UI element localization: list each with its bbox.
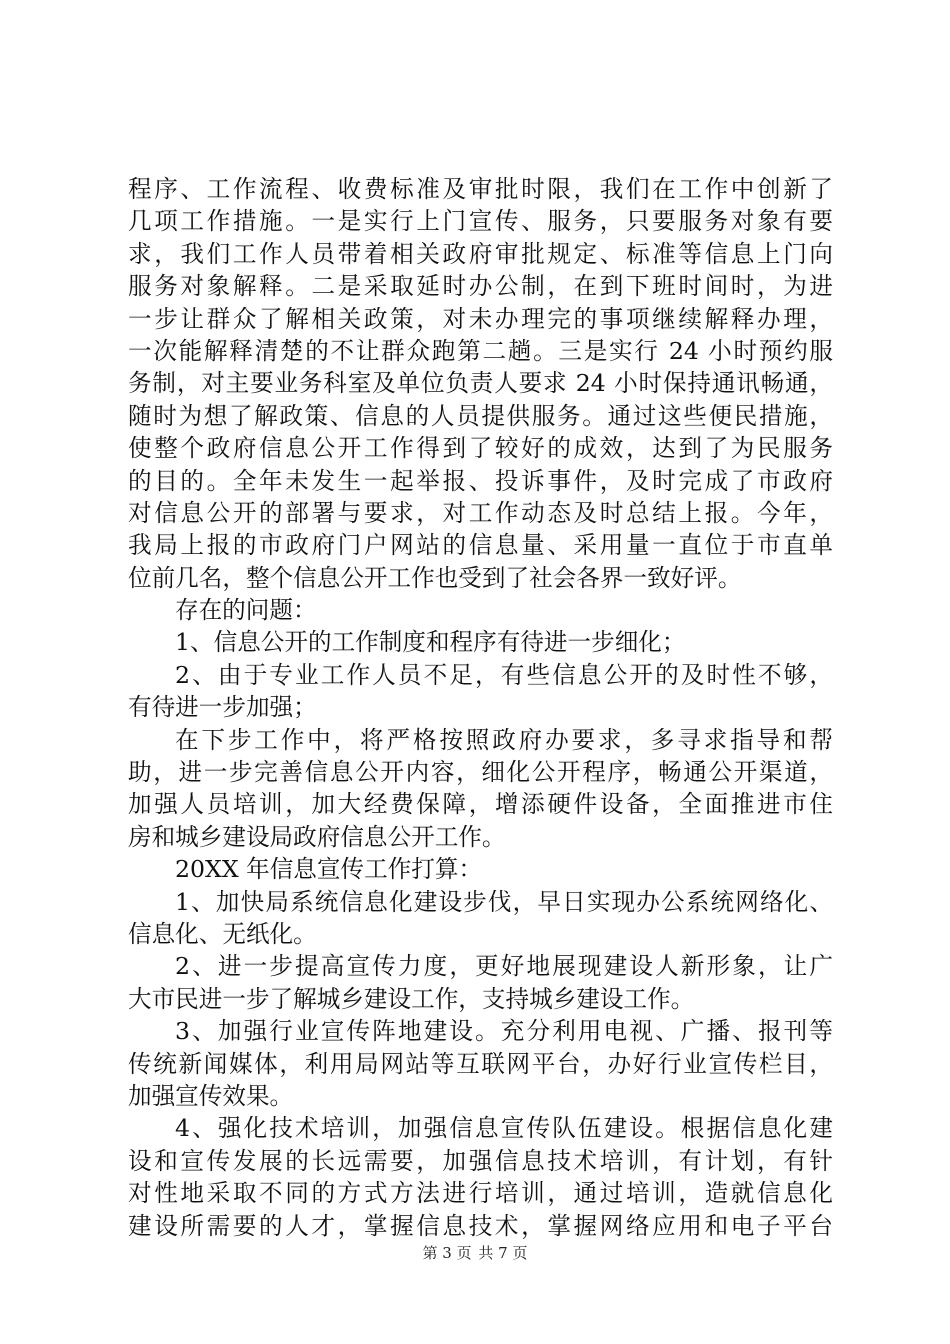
page-footer [0, 1243, 950, 1263]
body-line: 在下步工作中，将严格按照政府办要求，多寻求指导和帮 [175, 725, 833, 754]
body-line: 几项工作措施。一是实行上门宣传、服务，只要服务对象有要 [128, 207, 833, 236]
page-number-total: 共 7 页 [478, 1244, 528, 1262]
body-line: 有待进一步加强； [128, 693, 317, 722]
body-line: 对性地采取不同的方式方法进行培训，通过培训，造就信息化 [128, 1179, 833, 1208]
body-line: 2、进一步提高宣传力度，更好地展现建设人新形象，让广 [175, 952, 833, 981]
body-line: 信息化、无纸化。 [128, 919, 317, 948]
body-line: 求，我们工作人员带着相关政府审批规定、标准等信息上门向 [128, 239, 833, 268]
body-line: 使整个政府信息公开工作得到了较好的成效，达到了为民服务 [128, 434, 833, 463]
body-line: 传统新闻媒体，利用局网站等互联网平台，办好行业宣传栏目， [128, 1049, 833, 1078]
body-line: 1、信息公开的工作制度和程序有待进一步细化； [175, 628, 686, 657]
body-line: 2、由于专业工作人员不足，有些信息公开的及时性不够， [175, 660, 833, 689]
body-line: 位前几名，整个信息公开工作也受到了社会各界一致好评。 [128, 563, 742, 592]
body-line: 一步让群众了解相关政策，对未办理完的事项继续解释办理， [128, 304, 833, 333]
body-line: 服务对象解释。二是采取延时办公制，在到下班时间时，为进 [128, 272, 833, 301]
body-line: 3、加强行业宣传阵地建设。充分利用电视、广播、报刊等 [175, 1017, 833, 1046]
body-line: 设和宣传发展的长远需要，加强信息技术培训，有计划，有针 [128, 1146, 833, 1175]
body-line: 加强宣传效果。 [128, 1081, 294, 1110]
document-body [128, 173, 833, 1242]
body-line: 对信息公开的部署与要求，对工作动态及时总结上报。今年， [128, 498, 833, 527]
body-line: 大市民进一步了解城乡建设工作，支持城乡建设工作。 [128, 984, 695, 1013]
body-line: 随时为想了解政策、信息的人员提供服务。通过这些便民措施， [128, 401, 833, 430]
body-line: 务制，对主要业务科室及单位负责人要求 24 小时保持通讯畅通， [128, 369, 833, 398]
body-line: 1、加快局系统信息化建设步伐，早日实现办公系统网络化、 [175, 887, 833, 916]
section-heading-issues: 存在的问题： [175, 596, 317, 625]
body-line: 房和城乡建设局政府信息公开工作。 [128, 822, 506, 851]
body-line: 建设所需要的人才，掌握信息技术，掌握网络应用和电子平台 [128, 1211, 833, 1240]
body-line: 一次能解释清楚的不让群众跑第二趟。三是实行 24 小时预约服 [128, 336, 833, 365]
body-line: 我局上报的市政府门户网站的信息量、采用量一直位于市直单 [128, 531, 833, 560]
body-line: 加强人员培训，加大经费保障，增添硬件设备，全面推进市住 [128, 790, 833, 819]
section-heading-plan: 20XX 年信息宣传工作打算： [175, 855, 483, 884]
body-line: 的目的。全年未发生一起举报、投诉事件，及时完成了市政府 [128, 466, 833, 495]
body-line: 程序、工作流程、收费标准及审批时限，我们在工作中创新了 [128, 175, 833, 203]
page-number-current: 第 3 页 [422, 1244, 472, 1262]
body-line: 4、强化技术培训，加强信息宣传队伍建设。根据信息化建 [175, 1114, 833, 1143]
body-line: 助，进一步完善信息公开内容，细化公开程序，畅通公开渠道， [128, 758, 833, 787]
